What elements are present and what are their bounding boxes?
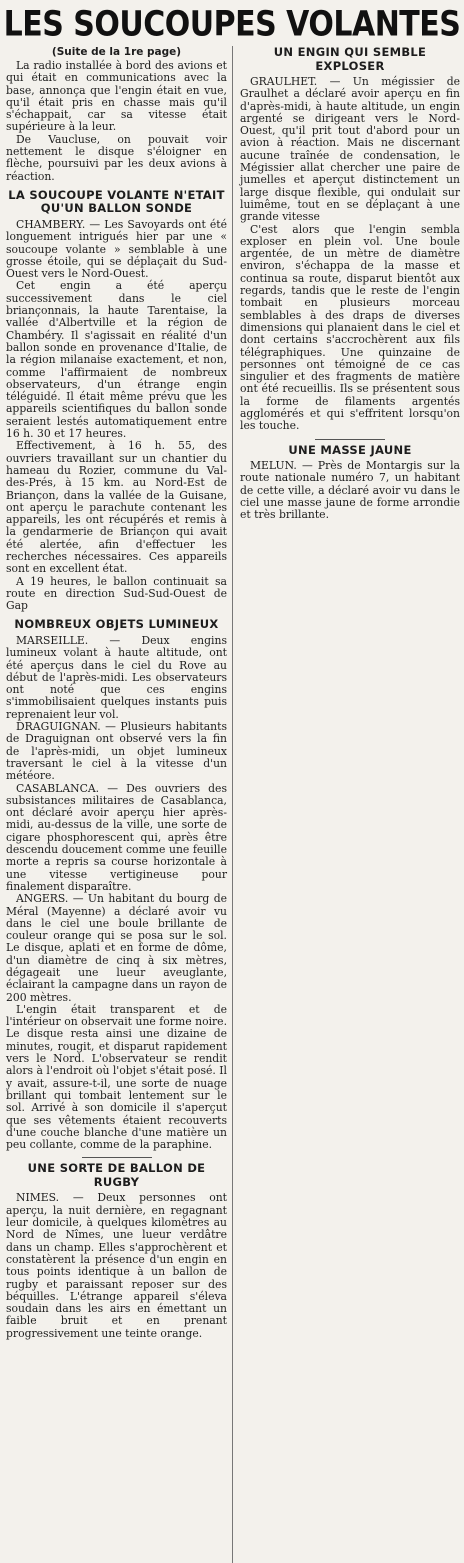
paragraph: MELUN. — Près de Montargis sur la route nationale numéro 7, un habitant de cette ville, a déclaré avoir vu dans le ciel une masse jaune de forme arrondie et très brillante.: [240, 459, 460, 522]
column-divider: [232, 46, 233, 1563]
subheading-text: LA SOUCOUPE VOLANTE N'ETAIT QU'UN BALLON SONDE: [8, 187, 225, 216]
subheading: [6, 189, 227, 216]
divider: [315, 439, 385, 440]
paragraph: C'est alors que l'engin sembla exploser en plein vol. Une boule argentée, de un mètre de diamètre environ, s'échappa de la masse et continua sa route, disparut bientôt aux regards, tandis que le reste de l'engin tombait en plusieurs morceau semblables à des draps de diverses dimensions qui planaient dans le ciel et dont certains s'accrochèrent aux fils télégraphiques. Une quinzaine de personnes ont témoigné de ce cas singulier et des fragments de matière ont été recueillis. Ils se présentent sous la forme de filaments argentés agglomérés et qui s'effritent lorsqu'on les touche.: [240, 222, 460, 433]
paragraph: CASABLANCA. — Des ouvriers des subsistances militaires de Casablanca, ont déclaré avoir aperçu hier après-midi, au-dessus de la ville, une sorte de cigare phosphorescent qui, après être descendu doucement comme une feuille morte a repris sa course horizontale à une vitesse vertigineuse pour finalement disparaître.: [6, 781, 227, 893]
paragraph: ANGERS. — Un habitant du bourg de Méral (Mayenne) a déclaré avoir vu dans le ciel une boule brillante de couleur orange qui se posa sur le sol. Le disque, aplati et en forme de dôme, d'un diamètre de cinq à six mètres, dégageait une lueur aveuglante, éclairant la campagne dans un rayon de 200 mètres.: [6, 892, 227, 1004]
subheading: [6, 618, 227, 632]
headline: LES SOUCOUPES VOLANTES: [3, 4, 461, 45]
paragraph: Effectivement, à 16 h. 55, des ouvriers travaillant sur un chantier du hameau du Rozier, commune du Val-des-Prés, à 15 km. au Nord-Est de Briançon, dans la vallée de la Guisane, ont aperçu le parachute contenant les appareils, les ont récupérés et remis à la gendarmerie de Briançon qui avait été alertée, afin d'effectuer les recherches nécessaires. Ces appareils sont en excellent état.: [6, 439, 227, 576]
subheading-text: UNE MASSE JAUNE: [288, 442, 412, 457]
divider: [82, 1157, 152, 1158]
paragraph: MARSEILLE. — Deux engins lumineux volant à haute altitude, ont été aperçus dans le ciel du Rove au début de l'après-midi. Les observateurs ont noté que ces engins s'immobilisaient quelques instants puis reprenaient leur vol.: [6, 633, 227, 721]
paragraph: De Vaucluse, on pouvait voir nettement le disque s'éloigner en flèche, poursuivi par les deux avions à réaction.: [6, 132, 227, 183]
continuation-note: (Suite de la 1re page): [51, 46, 182, 58]
paragraph: GRAULHET. — Un mégissier de Graulhet a déclaré avoir aperçu en fin d'après-midi, à haute altitude, un engin argenté se dirigeant vers le Nord-Ouest, qu'il prit tout d'abord pour un avion à réaction. Mais ne discernant aucune traînée de condensation, le Mégissier allat chercher une paire de jumelles et aperçut distinctement un large disque flexible, qui ondulait sur luimême, tout en se déplaçant à une grande vitesse: [240, 75, 460, 224]
paragraph: La radio installée à bord des avions et qui était en communications avec la base, annonça que l'engin était en vue, qu'il était pris en chasse mais qu'il s'échappait, car sa vitesse était supérieure à la leur.: [6, 59, 227, 134]
left-column: [6, 46, 227, 1340]
paragraph: A 19 heures, le ballon continuait sa route en direction Sud-Sud-Ouest de Gap: [6, 574, 227, 613]
right-column: [240, 46, 460, 522]
paragraph: CHAMBERY. — Les Savoyards ont été longuement intrigués hier par une « soucoupe volante » semblable à une grosse étoile, qui se déplaçait du Sud-Ouest vers le Nord-Ouest.: [6, 217, 227, 281]
subheading-text: UNE SORTE DE BALLON DE RUGBY: [27, 1161, 206, 1189]
subheading: [240, 46, 460, 73]
subheading-text: UN ENGIN QUI SEMBLE EXPLOSER: [273, 45, 427, 73]
subheading: [240, 439, 460, 458]
subheading-text: NOMBREUX OBJETS LUMINEUX: [14, 617, 219, 632]
paragraph: Cet engin a été aperçu successivement dans le ciel briançonnais, la haute Tarentaise, la vallée d'Albertville et la région de Chambéry. Il s'agissait en réalité d'un ballon sonde en provenance d'Italie, de la région milanaise exactement, et non, comme l'affirmaient de nombreux observateurs, d'un étrange engin téléguidé. Il était même prévu que les appareils scientifiques du ballon sonde seraient lestés automatiquement entre 16 h. 30 et 17 heures.: [6, 279, 227, 441]
paragraph: DRAGUIGNAN. — Plusieurs habitants de Draguignan ont observé vers la fin de l'après-midi, un objet lumineux traversant le ciel à la vitesse d'un météore.: [6, 720, 227, 783]
paragraph: NIMES. — Deux personnes ont aperçu, la nuit dernière, en regagnant leur domicile, à quelques kilomètres au Nord de Nîmes, une lueur verdâtre dans un champ. Elles s'approchèrent et constatèrent la présence d'un engin en tous points identique à un ballon de rugby et paraissant reposer sur des béquilles. L'étrange appareil s'éleva soudain dans les airs en émettant un faible bruit et en prenant progressivement une teinte orange.: [6, 1191, 227, 1340]
subheading: [6, 1157, 227, 1189]
paragraph: L'engin était transparent et de l'intérieur on observait une forme noire. Le disque resta ainsi une dizaine de minutes, rougit, et disparut rapidement vers le Nord. L'observateur se rendit alors à l'endroit où l'objet s'était posé. Il y avait, assure-t-il, une sorte de nuage brillant qui tombait lentement sur le sol. Arrivé à son domicile il s'aperçut que ses vêtements étaient recouverts d'une couche blanche d'une matière un peu collante, comme de la paraphine.: [6, 1002, 228, 1152]
